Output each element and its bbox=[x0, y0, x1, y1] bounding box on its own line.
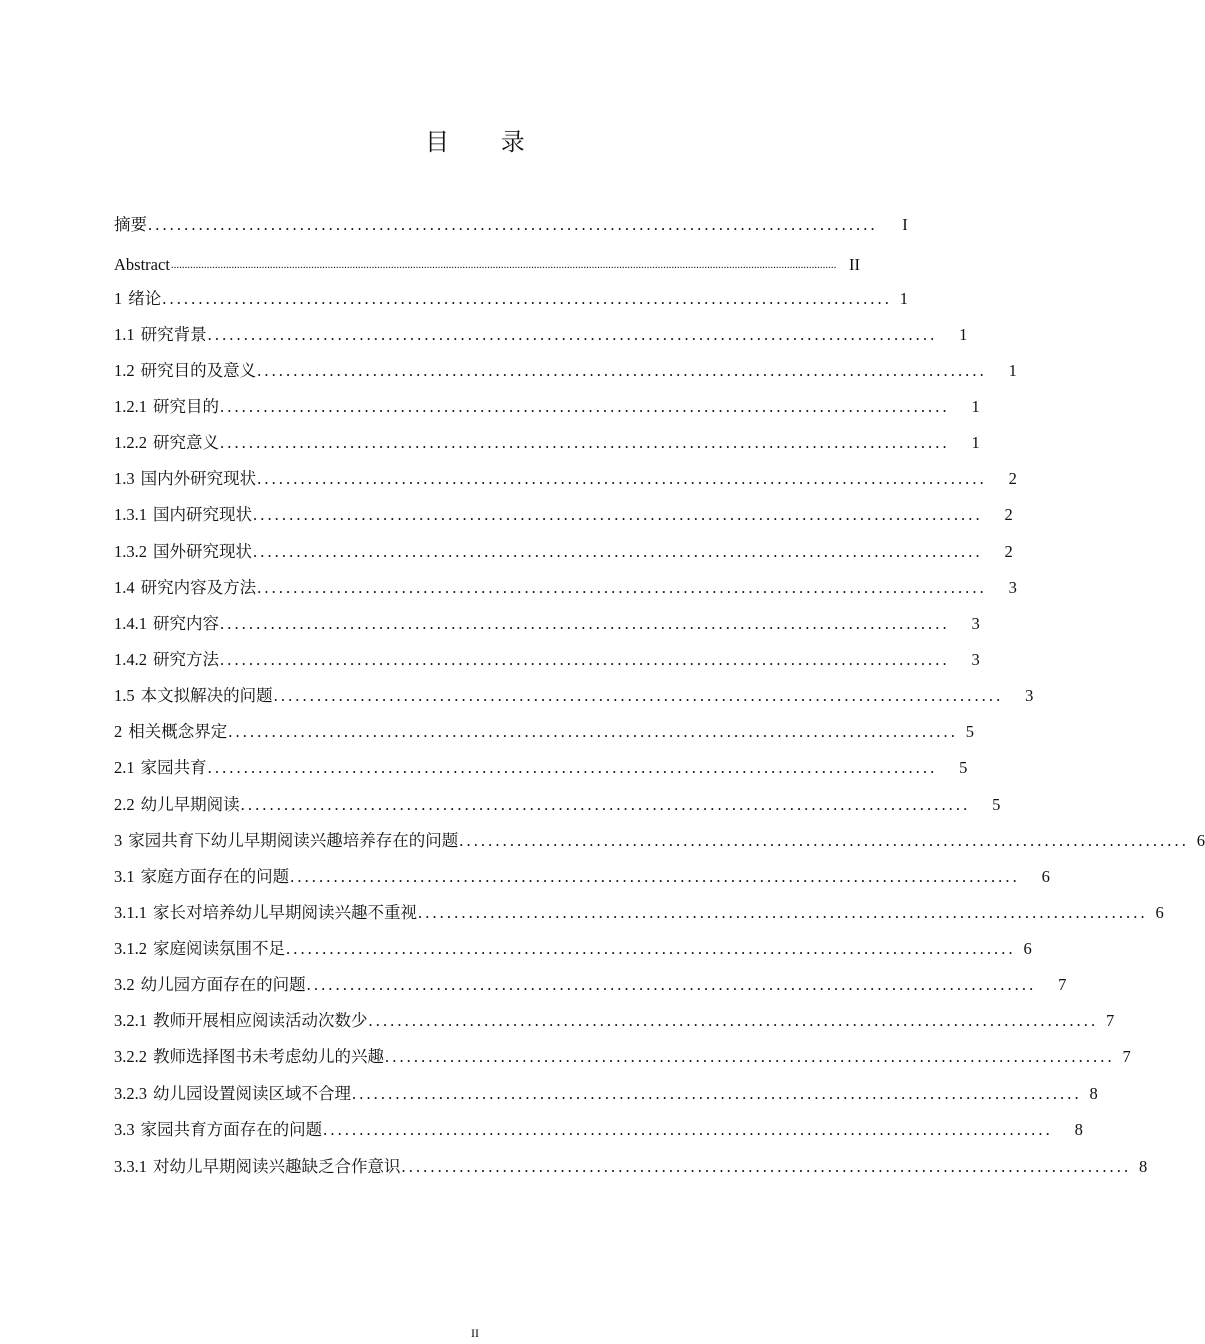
toc-entry-page: 8 bbox=[1089, 1084, 1098, 1103]
toc-entry-title: 研究内容及方法 bbox=[140, 578, 257, 597]
toc-entry-number: 3 bbox=[114, 831, 123, 850]
toc-entry-title: 本文拟解决的问题 bbox=[140, 686, 273, 705]
toc-entry[interactable] bbox=[114, 323, 968, 347]
dot-leader: ..................................................................................................... bbox=[418, 903, 1148, 922]
dot-leader: ..................................................................................................... bbox=[220, 433, 950, 452]
dot-leader: ..................................................................................................... bbox=[207, 325, 938, 344]
dot-leader: ..................................................................................................... bbox=[220, 614, 950, 633]
toc-entry-title: 对幼儿早期阅读兴趣缺乏合作意识 bbox=[153, 1157, 401, 1176]
toc-entry-number: 1.3 bbox=[114, 469, 135, 488]
toc-entry[interactable] bbox=[114, 213, 908, 237]
toc-entry[interactable] bbox=[114, 684, 1034, 708]
toc-entry-number: 1.3.2 bbox=[114, 542, 147, 561]
toc-entry-number: 1.2 bbox=[114, 361, 135, 380]
toc-entry[interactable] bbox=[114, 720, 974, 744]
dot-leader: ..................................................................................................... bbox=[273, 686, 1004, 705]
toc-entry-title: 研究目的及意义 bbox=[140, 361, 257, 380]
dot-leader: ..................................................................................................... bbox=[352, 1084, 1082, 1103]
toc-entry-page: 1 bbox=[899, 289, 908, 308]
toc-entry-title: 教师选择图书未考虑幼儿的兴趣 bbox=[153, 1047, 384, 1066]
dot-leader: ..................................................................................................... bbox=[459, 831, 1189, 850]
toc-entry[interactable] bbox=[114, 540, 1013, 564]
dot-leader: ..................................................................................................... bbox=[323, 1120, 1053, 1139]
toc-entry-title: 研究意义 bbox=[153, 433, 219, 452]
toc-entry[interactable] bbox=[114, 1155, 1148, 1179]
toc-entry-page: 1 bbox=[971, 433, 980, 452]
toc-entry-title: 幼儿早期阅读 bbox=[140, 795, 240, 814]
toc-entry-number: 3.2.2 bbox=[114, 1047, 147, 1066]
toc-entry-number: 2.2 bbox=[114, 795, 135, 814]
toc-entry[interactable] bbox=[114, 359, 1017, 383]
toc-entry-page: 7 bbox=[1105, 1011, 1115, 1030]
toc-entry-title: 国内外研究现状 bbox=[140, 469, 257, 488]
dot-leader: ..................................................................................................... bbox=[286, 939, 1016, 958]
toc-entry-page: 7 bbox=[1058, 975, 1067, 994]
dot-leader: ..................................................................................................... bbox=[401, 1157, 1132, 1176]
toc-entry[interactable] bbox=[114, 612, 980, 636]
toc-entry-title: 国外研究现状 bbox=[153, 542, 252, 561]
toc-entry-page: 6 bbox=[1023, 939, 1032, 958]
dot-leader: ..................................................................................................... bbox=[257, 469, 987, 488]
dot-leader: ..................................................................................................... bbox=[306, 975, 1037, 994]
toc-entry[interactable] bbox=[114, 756, 968, 780]
toc-entry-page: II bbox=[849, 255, 860, 274]
toc-entry-page: I bbox=[902, 215, 908, 234]
dot-leader: ..................................................................................................... bbox=[253, 542, 983, 561]
toc-entry[interactable] bbox=[114, 467, 1017, 491]
toc-entry-title: 家长对培养幼儿早期阅读兴趣不重视 bbox=[153, 903, 417, 922]
toc-entry-title: 幼儿园设置阅读区域不合理 bbox=[153, 1084, 351, 1103]
dot-leader: ..................................................................................................... bbox=[290, 867, 1020, 886]
dot-leader: ..................................................................................................... bbox=[148, 215, 878, 234]
toc-entry-page: 6 bbox=[1041, 867, 1050, 886]
toc-entry[interactable] bbox=[114, 901, 1164, 925]
dot-leader: ..................................................................................................... bbox=[228, 722, 958, 741]
toc-entry-number: 3.1.2 bbox=[114, 939, 147, 958]
toc-entry-page: 1 bbox=[971, 397, 980, 416]
toc-entry-title: 家庭方面存在的问题 bbox=[140, 867, 290, 886]
toc-entry[interactable] bbox=[114, 287, 908, 311]
toc-entry-title: 研究目的 bbox=[153, 397, 219, 416]
toc-entry-title: 研究方法 bbox=[153, 650, 219, 669]
toc-entry[interactable] bbox=[114, 793, 1001, 817]
toc-entry-page: 7 bbox=[1122, 1047, 1131, 1066]
toc-entry-page: 8 bbox=[1138, 1157, 1148, 1176]
toc-entry[interactable] bbox=[114, 648, 980, 672]
dot-leader: ..................................................................................................... bbox=[257, 361, 987, 380]
toc-entry-title: 相关概念界定 bbox=[128, 722, 228, 741]
toc-entry-title: 家庭阅读氛围不足 bbox=[153, 939, 285, 958]
toc-entry-title: 幼儿园方面存在的问题 bbox=[140, 975, 306, 994]
toc-entry-title: 研究背景 bbox=[140, 325, 207, 344]
toc-entry[interactable] bbox=[114, 431, 980, 455]
toc-entry-page: 5 bbox=[992, 795, 1001, 814]
toc-entry-page: 2 bbox=[1004, 505, 1013, 524]
toc-entry-number: 3.2.1 bbox=[114, 1011, 147, 1030]
toc-entry-number: 1.2.2 bbox=[114, 433, 147, 452]
toc-entry-number: 2 bbox=[114, 722, 123, 741]
toc-entry-page: 8 bbox=[1074, 1120, 1083, 1139]
toc-entry-page: 1 bbox=[959, 325, 968, 344]
toc-entry-title: Abstract bbox=[114, 255, 170, 274]
dot-leader: ..................................................................................................... bbox=[257, 578, 987, 597]
toc-entry-number: 1.4 bbox=[114, 578, 135, 597]
toc-entry[interactable] bbox=[114, 829, 1205, 853]
toc-entry[interactable] bbox=[114, 503, 1013, 527]
toc-entry[interactable] bbox=[114, 395, 980, 419]
toc-entry-number: 3.2.3 bbox=[114, 1084, 147, 1103]
toc-entry-page: 1 bbox=[1008, 361, 1017, 380]
toc-entry-title: 绪论 bbox=[128, 289, 162, 308]
toc-title: 目 录 bbox=[425, 128, 547, 156]
dot-leader: ..................................................................................................... bbox=[162, 289, 892, 308]
toc-entry-number: 3.2 bbox=[114, 975, 135, 994]
toc-entry-number: 1.3.1 bbox=[114, 505, 147, 524]
toc-entry-number: 1.2.1 bbox=[114, 397, 147, 416]
toc-entry-number: 3.3.1 bbox=[114, 1157, 147, 1176]
toc-entry-title: 教师开展相应阅读活动次数少 bbox=[153, 1011, 368, 1030]
dot-leader: ..................................................................................................... bbox=[368, 1011, 1099, 1030]
toc-entry-page: 2 bbox=[1008, 469, 1017, 488]
dot-leader: ..................................................................................................... bbox=[253, 505, 983, 524]
toc-entry-page: 6 bbox=[1155, 903, 1164, 922]
dot-leader: ..................................................................................................... bbox=[385, 1047, 1115, 1066]
toc-entry[interactable] bbox=[114, 253, 860, 277]
dot-leader: ..................................................................................................... bbox=[220, 397, 950, 416]
toc-entry-number: 3.3 bbox=[114, 1120, 135, 1139]
toc-entry[interactable] bbox=[114, 1118, 1083, 1142]
toc-entry[interactable] bbox=[114, 865, 1050, 889]
toc-entry[interactable] bbox=[114, 973, 1067, 997]
dot-leader: ..................................................................................................... bbox=[207, 758, 938, 777]
toc-entry[interactable] bbox=[114, 576, 1017, 600]
toc-entry-number: 3.1 bbox=[114, 867, 135, 886]
toc-entry-title: 家园共育 bbox=[140, 758, 207, 777]
toc-entry[interactable] bbox=[114, 1045, 1131, 1069]
toc-entry[interactable] bbox=[114, 937, 1032, 961]
toc-entry-title: 家园共育方面存在的问题 bbox=[140, 1120, 323, 1139]
dot-leader: ..................................................................................................... bbox=[220, 650, 950, 669]
toc-entry-page: 5 bbox=[965, 722, 974, 741]
toc-entry-title: 摘要 bbox=[114, 215, 147, 234]
page-number: II bbox=[471, 1326, 479, 1340]
toc-entry-number: 3.1.1 bbox=[114, 903, 147, 922]
toc-entry-page: 2 bbox=[1004, 542, 1013, 561]
dot-leader: .................................................................................................................................................................................................................................................. bbox=[170, 259, 837, 271]
toc-entry-number: 1.5 bbox=[114, 686, 135, 705]
toc-entry[interactable] bbox=[114, 1009, 1115, 1033]
toc-entry-page: 3 bbox=[971, 650, 980, 669]
toc-entry-title: 研究内容 bbox=[153, 614, 219, 633]
toc-entry-number: 1.4.1 bbox=[114, 614, 147, 633]
toc-entry-page: 3 bbox=[971, 614, 980, 633]
toc-entry-page: 5 bbox=[959, 758, 968, 777]
toc-entry-number: 2.1 bbox=[114, 758, 135, 777]
toc-entry-title: 家园共育下幼儿早期阅读兴趣培养存在的问题 bbox=[128, 831, 459, 850]
toc-entry-number: 1.4.2 bbox=[114, 650, 147, 669]
toc-entry-number: 1 bbox=[114, 289, 123, 308]
toc-entry[interactable] bbox=[114, 1082, 1098, 1106]
toc-entry-number: 1.1 bbox=[114, 325, 135, 344]
dot-leader: ..................................................................................................... bbox=[240, 795, 971, 814]
toc-entry-page: 6 bbox=[1196, 831, 1205, 850]
toc-entry-page: 3 bbox=[1025, 686, 1034, 705]
toc-entry-title: 国内研究现状 bbox=[153, 505, 252, 524]
toc-entry-page: 3 bbox=[1008, 578, 1017, 597]
